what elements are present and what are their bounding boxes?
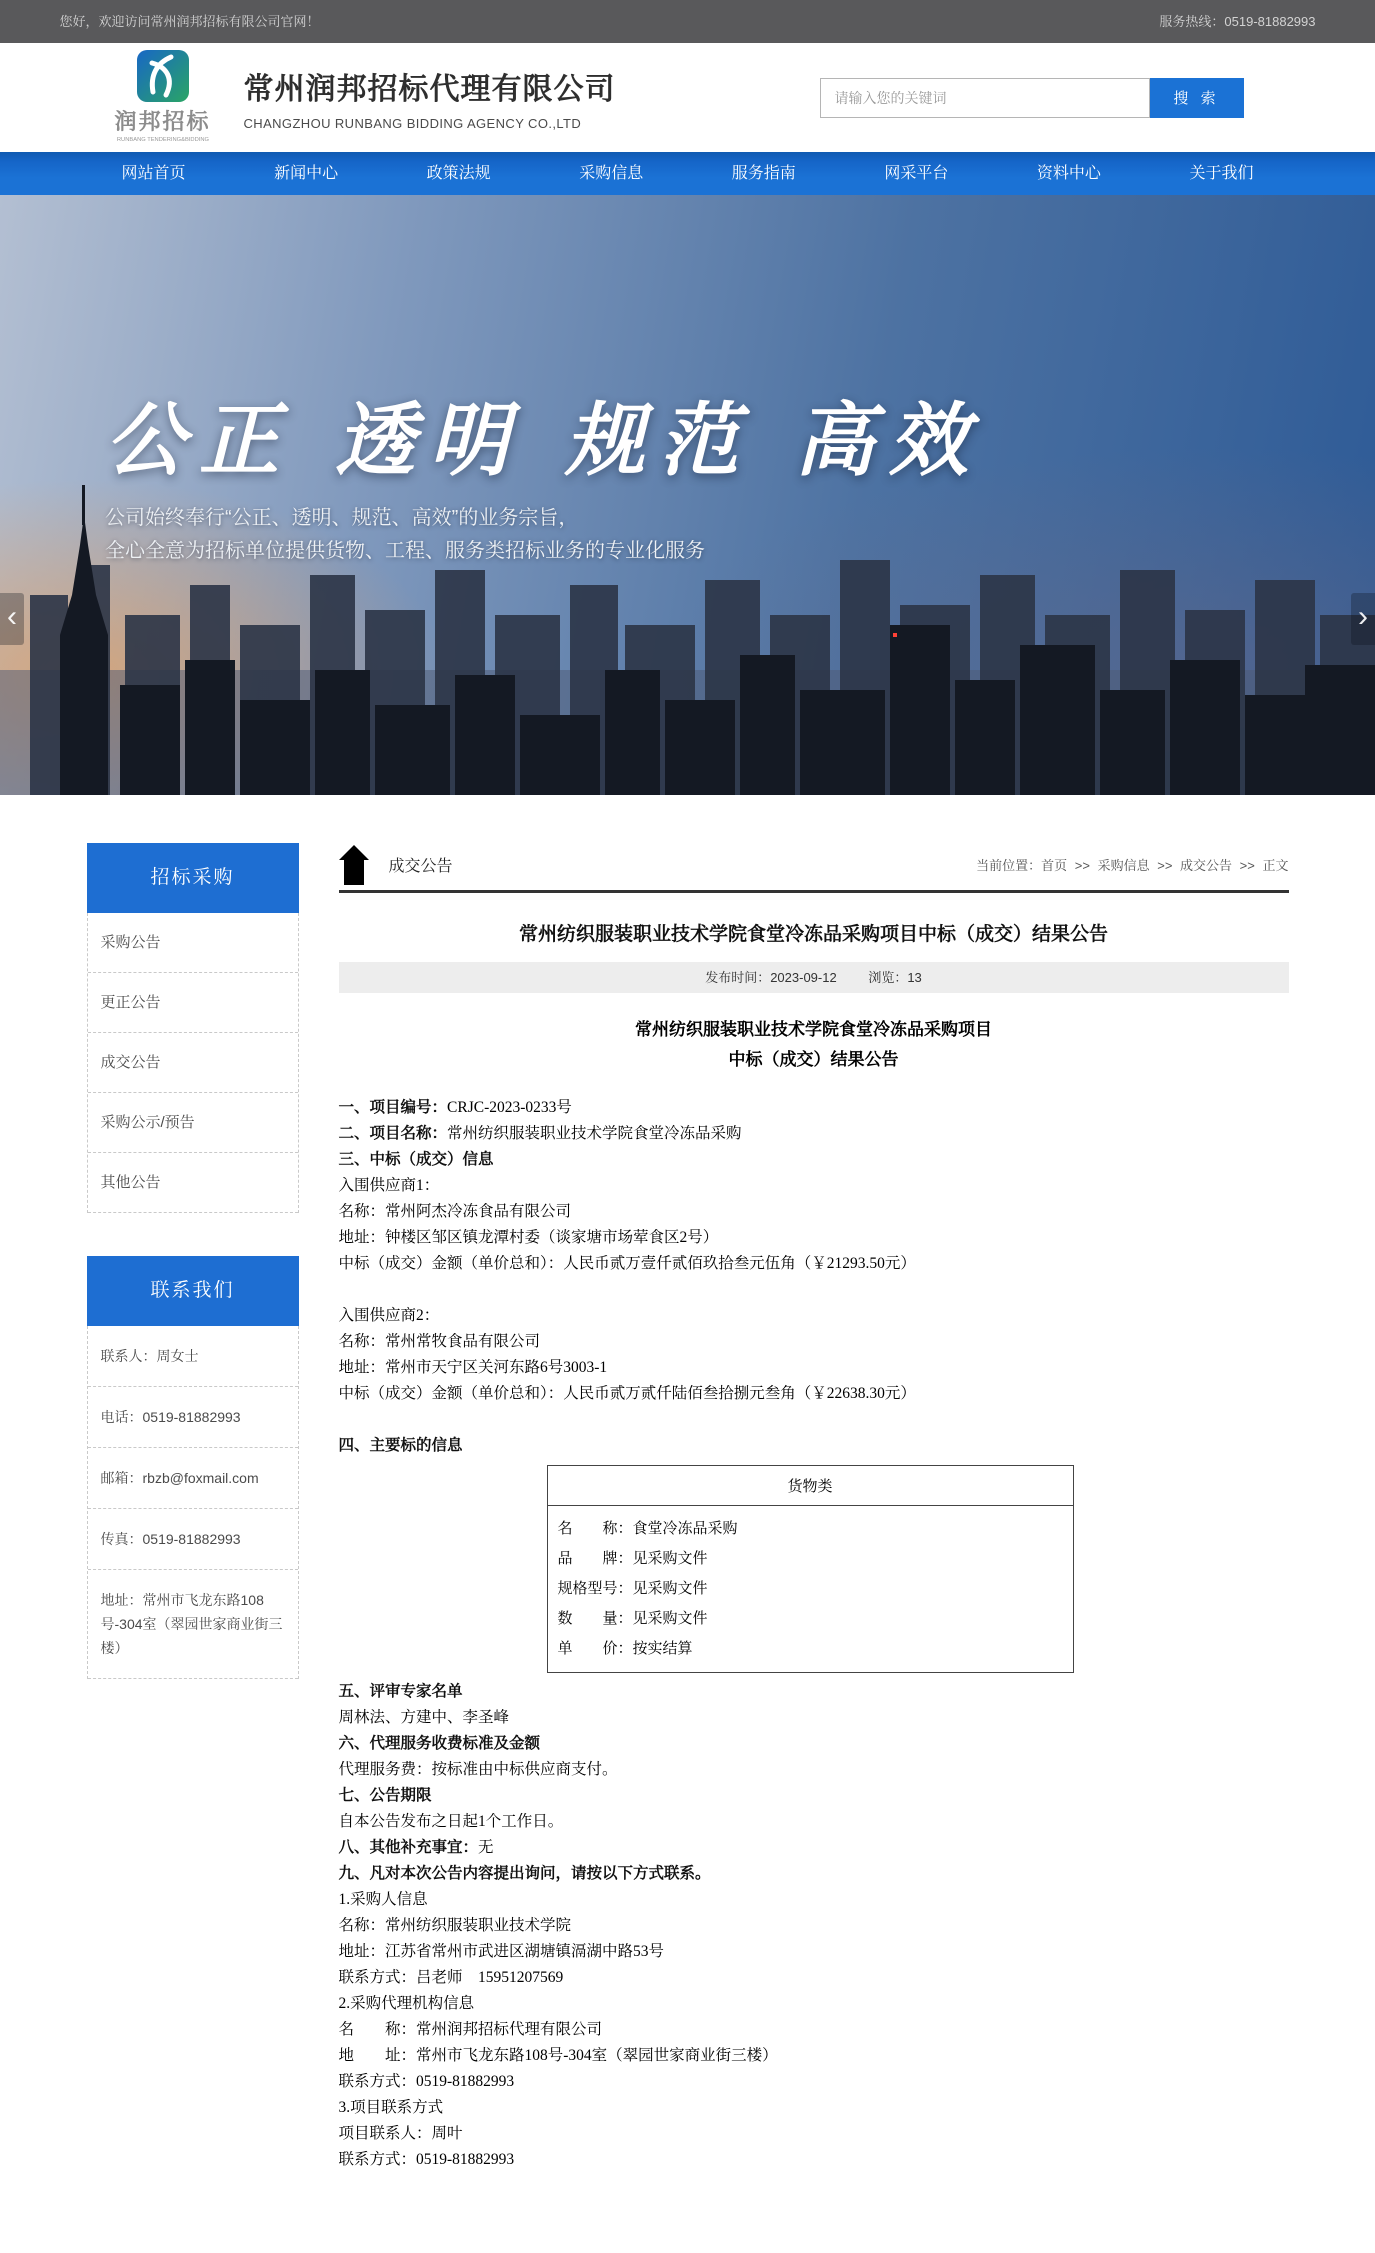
breadcrumb (976, 855, 1288, 874)
article-after-p2-bold: 六、代理服务收费标准及金额 (338, 1735, 541, 1752)
article-after-p6-bold: 八、其他补充事宜： (338, 1839, 479, 1856)
company-name-block (244, 64, 616, 131)
search-bar (820, 78, 1244, 118)
search-button[interactable]: 搜 索 (1150, 78, 1244, 118)
article-before-p2-bold: 三、中标（成交）信息 (338, 1151, 494, 1168)
contact-item-1: 电话：0519-81882993 (88, 1387, 298, 1448)
goods-table (547, 1465, 1074, 1673)
article-after-p10: 地址：江苏省常州市武进区湖塘镇滆湖中路53号 (338, 1943, 665, 1960)
nav-item-5[interactable]: 网采平台 (884, 165, 949, 182)
article-before-p10: 地址：常州市天宁区关河东路6号3003-1 (338, 1359, 608, 1376)
article-after-p18: 联系方式：0519-81882993 (338, 2151, 515, 2168)
article-before-p13 (339, 1433, 1289, 1459)
banner-text-block (105, 393, 983, 568)
publish-date: 发布时间：2023-09-12 (705, 970, 837, 985)
sidebar (87, 843, 299, 1679)
contact-item-4: 地址：常州市飞龙东路108号-304室（翠园世家商业街三楼） (88, 1570, 298, 1679)
article-after-p4 (339, 1783, 1289, 1809)
main-nav (0, 152, 1375, 195)
article-after-p15: 联系方式：0519-81882993 (338, 2073, 515, 2090)
view-count: 浏览：13 (868, 970, 922, 985)
sidebar-contact-title: 联系我们 (87, 1256, 299, 1326)
goods-table-row-4: 单 价：按实结算 (557, 1641, 693, 1657)
nav-item-1[interactable]: 新闻中心 (274, 165, 339, 182)
home-icon (339, 845, 369, 885)
article-before-p0: 一、项目编号：CRJC-2023-0233号 (338, 1099, 572, 1116)
page-title: 常州纺织服装职业技术学院食堂冷冻品采购项目中标（成交）结果公告 (518, 924, 1108, 945)
article-after-p0 (339, 1679, 1289, 1705)
article-after-p13: 名 称：常州润邦招标代理有限公司 (338, 2021, 603, 2038)
article-meta (339, 962, 1289, 993)
article-before-p0-bold: 一、项目编号： (338, 1099, 448, 1116)
article-after-p4-bold: 七、公告期限 (338, 1787, 432, 1804)
main-content (339, 843, 1289, 2173)
article-before-p8: 入围供应商2： (338, 1307, 440, 1324)
breadcrumb-separator: >> (1236, 858, 1259, 873)
body-title-line1: 常州纺织服装职业技术学院食堂冷冻品采购项目 (635, 1020, 992, 1039)
article-after-p9: 名称：常州纺织服装职业技术学院 (338, 1917, 572, 1934)
article-before-p7 (339, 1277, 1289, 1303)
sidebar-menu-title: 招标采购 (87, 843, 299, 913)
breadcrumb-part-0[interactable]: 首页 (1041, 858, 1068, 873)
logo-text: 润邦招标 (114, 109, 211, 134)
nav-item-7[interactable]: 关于我们 (1189, 165, 1254, 182)
body-title-line2: 中标（成交）结果公告 (728, 1050, 899, 1069)
sidebar-item-4[interactable]: 其他公告 (88, 1153, 298, 1213)
article-after-p16: 3.项目联系方式 (338, 2099, 444, 2116)
article-after-p11: 联系方式：吕老师 15951207569 (338, 1969, 564, 1986)
breadcrumb-label: 当前位置： (976, 858, 1042, 873)
sidebar-item-3[interactable]: 采购公示/预告 (88, 1093, 298, 1153)
contact-item-0: 联系人：周女士 (88, 1326, 298, 1387)
goods-table-row-0: 名 称：食堂冷冻品采购 (557, 1521, 738, 1537)
goods-table-row-1: 品 牌：见采购文件 (557, 1551, 708, 1567)
nav-item-0[interactable]: 网站首页 (121, 165, 186, 182)
article-after-p7-bold: 九、凡对本次公告内容提出询问，请按以下方式联系。 (338, 1865, 711, 1882)
goods-table-row-2: 规格型号：见采购文件 (557, 1581, 708, 1597)
sidebar-item-0[interactable]: 采购公告 (88, 913, 298, 973)
article-after-p14: 地 址：常州市飞龙东路108号-304室（翠园世家商业街三楼） (338, 2047, 778, 2064)
banner-tagline-1: 公司始终奉行“公正、透明、规范、高效”的业务宗旨， (105, 507, 579, 529)
article-before-p3: 入围供应商1： (338, 1177, 440, 1194)
goods-table-row-3: 数 量：见采购文件 (557, 1611, 708, 1627)
article-after-p3: 代理服务费：按标准由中标供应商支付。 (338, 1761, 618, 1778)
sidebar-item-1[interactable]: 更正公告 (88, 973, 298, 1033)
search-input[interactable] (820, 78, 1150, 118)
company-name-en: CHANGZHOU RUNBANG BIDDING AGENCY CO.,LTD (243, 116, 582, 131)
breadcrumb-part-3: 正文 (1262, 858, 1289, 873)
article-before-p5: 地址：钟楼区邹区镇龙潭村委（谈家塘市场荤食区2号） (338, 1229, 719, 1246)
article-before-p11: 中标（成交）金额（单价总和）：人民币贰万贰仟陆佰叁拾捌元叁角（￥22638.30元） (338, 1385, 916, 1402)
article-after-p8: 1.采购人信息 (338, 1891, 428, 1908)
breadcrumb-separator: >> (1071, 858, 1094, 873)
article-after-p0-bold: 五、评审专家名单 (338, 1683, 463, 1700)
contact-item-3: 传真：0519-81882993 (88, 1509, 298, 1570)
article-after-p5: 自本公告发布之日起1个工作日。 (338, 1813, 564, 1830)
article-before-p2 (339, 1147, 1289, 1173)
breadcrumb-part-2[interactable]: 成交公告 (1180, 858, 1233, 873)
nav-item-3[interactable]: 采购信息 (579, 165, 644, 182)
banner-slogan: 公正 透明 规范 高效 (105, 393, 983, 487)
article-before-p1: 二、项目名称：常州纺织服装职业技术学院食堂冷冻品采购 (338, 1125, 742, 1142)
article-before-p4: 名称：常州阿杰冷冻食品有限公司 (338, 1203, 572, 1220)
hero-banner (0, 195, 1375, 795)
carousel-prev-icon[interactable]: ‹ (0, 593, 24, 645)
carousel-next-icon[interactable]: › (1351, 593, 1375, 645)
service-hotline: 服务热线：0519-81882993 (1159, 14, 1316, 29)
article-before-p13-bold: 四、主要标的信息 (338, 1437, 463, 1454)
breadcrumb-separator: >> (1153, 858, 1177, 873)
top-bar (0, 0, 1375, 43)
category-label: 成交公告 (388, 858, 453, 875)
logo-icon (137, 50, 189, 102)
article-after-p12: 2.采购代理机构信息 (338, 1995, 475, 2012)
article-after-p2 (339, 1731, 1289, 1757)
article-body (339, 1095, 1289, 2173)
article-before-p9: 名称：常州常牧食品有限公司 (338, 1333, 541, 1350)
welcome-text: 您好，欢迎访问常州润邦招标有限公司官网！ (59, 14, 320, 29)
article-after-p1: 周林法、方建中、李圣峰 (338, 1709, 510, 1726)
article-after-p7 (339, 1861, 1289, 1887)
nav-item-4[interactable]: 服务指南 (731, 165, 796, 182)
nav-item-6[interactable]: 资料中心 (1036, 165, 1101, 182)
sidebar-item-2[interactable]: 成交公告 (88, 1033, 298, 1093)
banner-tagline-2: 全心全意为招标单位提供货物、工程、服务类招标业务的专业化服务 (105, 540, 705, 562)
breadcrumb-part-1[interactable]: 采购信息 (1097, 858, 1150, 873)
nav-item-2[interactable]: 政策法规 (426, 165, 491, 182)
article-before-p1-bold: 二、项目名称： (338, 1125, 448, 1142)
article-after-p6: 八、其他补充事宜：无 (338, 1839, 494, 1856)
company-name-cn: 常州润邦招标代理有限公司 (243, 73, 616, 106)
contact-item-2: 邮箱：rbzb@foxmail.com (88, 1448, 298, 1509)
article-before-p12 (339, 1407, 1289, 1433)
logo-subtext: RUNBANG TENDERING&BIDDING (116, 136, 209, 143)
company-logo[interactable] (108, 50, 218, 145)
site-header (0, 43, 1375, 152)
goods-table-header: 货物类 (547, 1466, 1073, 1506)
article-before-p6: 中标（成交）金额（单价总和）：人民币贰万壹仟贰佰玖拾叁元伍角（￥21293.50元） (338, 1255, 916, 1272)
article-after-p17: 项目联系人：周叶 (338, 2125, 463, 2142)
